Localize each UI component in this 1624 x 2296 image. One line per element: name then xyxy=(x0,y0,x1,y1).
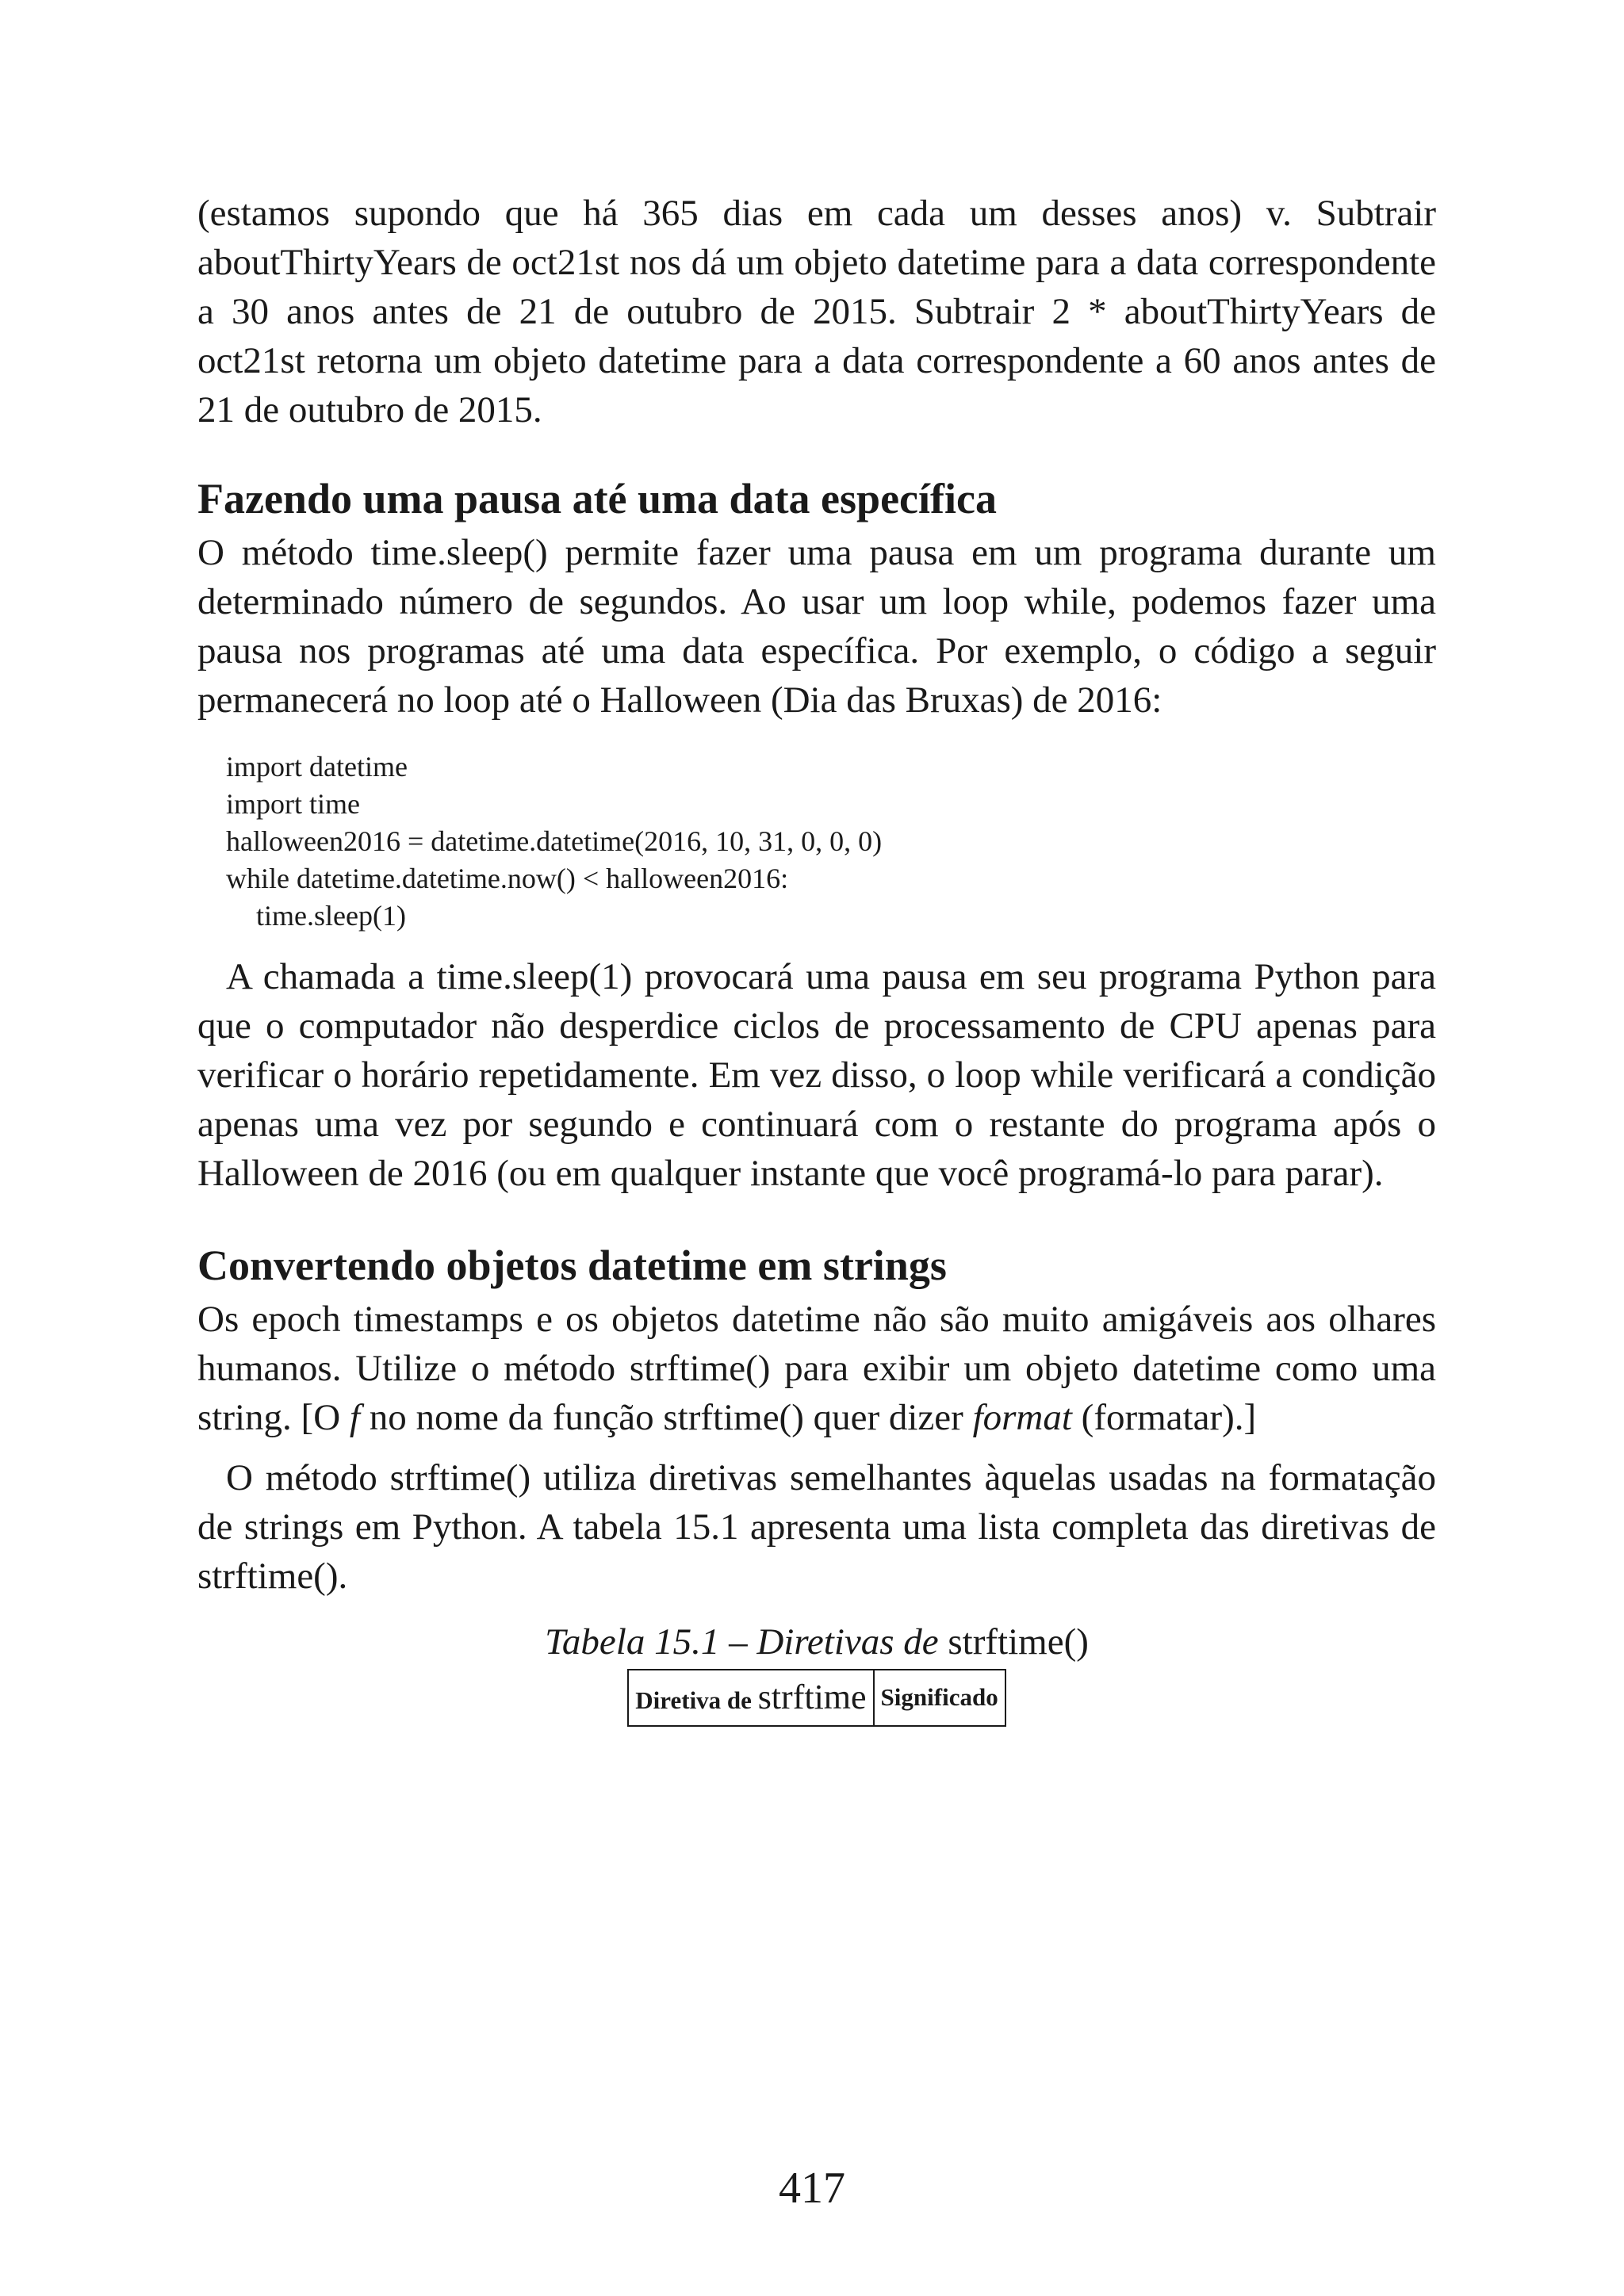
code-block xyxy=(226,748,1436,935)
code-line: import time xyxy=(226,788,360,820)
table-caption-plain: strftime() xyxy=(948,1621,1089,1663)
page-number: 417 xyxy=(779,2164,845,2213)
section-heading-convert: Convertendo objetos datetime em strings xyxy=(197,1242,947,1289)
table-wrapper xyxy=(197,1669,1436,1727)
convert-intro-paragraph xyxy=(197,1295,1436,1442)
table-header-row xyxy=(628,1670,1005,1726)
table-header-meaning: Significado xyxy=(874,1670,1005,1726)
code-line: time.sleep(1) xyxy=(256,900,406,932)
intro-paragraph: (estamos supondo que há 365 dias em cada um desses anos) v. Subtrair aboutThirtyYears de oct21st nos dá um objeto datetime para a data correspondente a 30 anos antes de 21 de outubro de 2015. Subtrair 2 * aboutThirtyYears de oct21st retorna um objeto datetime para a data correspondente a 60 anos antes de 21 de outubro de 2015. xyxy=(197,193,1436,430)
convert-intro-f: f xyxy=(349,1397,360,1438)
table-caption-italic: Tabela 15.1 – Diretivas de xyxy=(545,1621,939,1663)
convert-intro-text-c: (formatar).] xyxy=(1071,1397,1257,1438)
code-line: import datetime xyxy=(226,751,408,783)
convert-intro-text-b: no nome da função strftime() quer dizer xyxy=(359,1397,973,1438)
convert-directives-paragraph: O método strftime() utiliza diretivas semelhantes àquelas usadas na formatação de strings em Python. A tabela 15.1 apresenta uma lista completa das diretivas de strftime(). xyxy=(197,1457,1436,1597)
page-body xyxy=(197,189,1436,1727)
directives-table xyxy=(627,1669,1005,1727)
code-line: while datetime.datetime.now() < halloween2016: xyxy=(226,863,789,894)
pause-intro-paragraph: O método time.sleep() permite fazer uma pausa em um programa durante um determinado número de segundos. Ao usar um loop while, podemos fazer uma pausa nos programas até uma data específica. Por exemplo, o código a seguir permanecerá no loop até o Halloween (Dia das Bruxas) de 2016: xyxy=(197,532,1436,721)
convert-intro-format: format xyxy=(972,1397,1072,1438)
pause-explain-paragraph: A chamada a time.sleep(1) provocará uma pausa em seu programa Python para que o computador não desperdice ciclos de processamento de CPU apenas para verificar o horário repetidamente. Em vez disso, o loop while verificará a condição apenas uma vez por segundo e continuará com o restante do programa após o Halloween de 2016 (ou em qualquer instante que você programá-lo para parar). xyxy=(197,956,1436,1194)
section-heading-pause: Fazendo uma pausa até uma data específica xyxy=(197,475,997,522)
table-header-directive-code: strftime xyxy=(757,1678,867,1716)
code-line: halloween2016 = datetime.datetime(2016, 10, 31, 0, 0, 0) xyxy=(226,825,883,857)
table-header-directive-label: Diretiva de xyxy=(635,1686,752,1714)
table-header-directive xyxy=(628,1670,873,1726)
convert-intro-text-a: Os epoch timestamps e os objetos datetime não são muito amigáveis aos olhares humanos. Utilize o método strftime() para exibir um objeto datetime como uma string. [O xyxy=(197,1299,1436,1438)
table-caption xyxy=(197,1618,1436,1666)
